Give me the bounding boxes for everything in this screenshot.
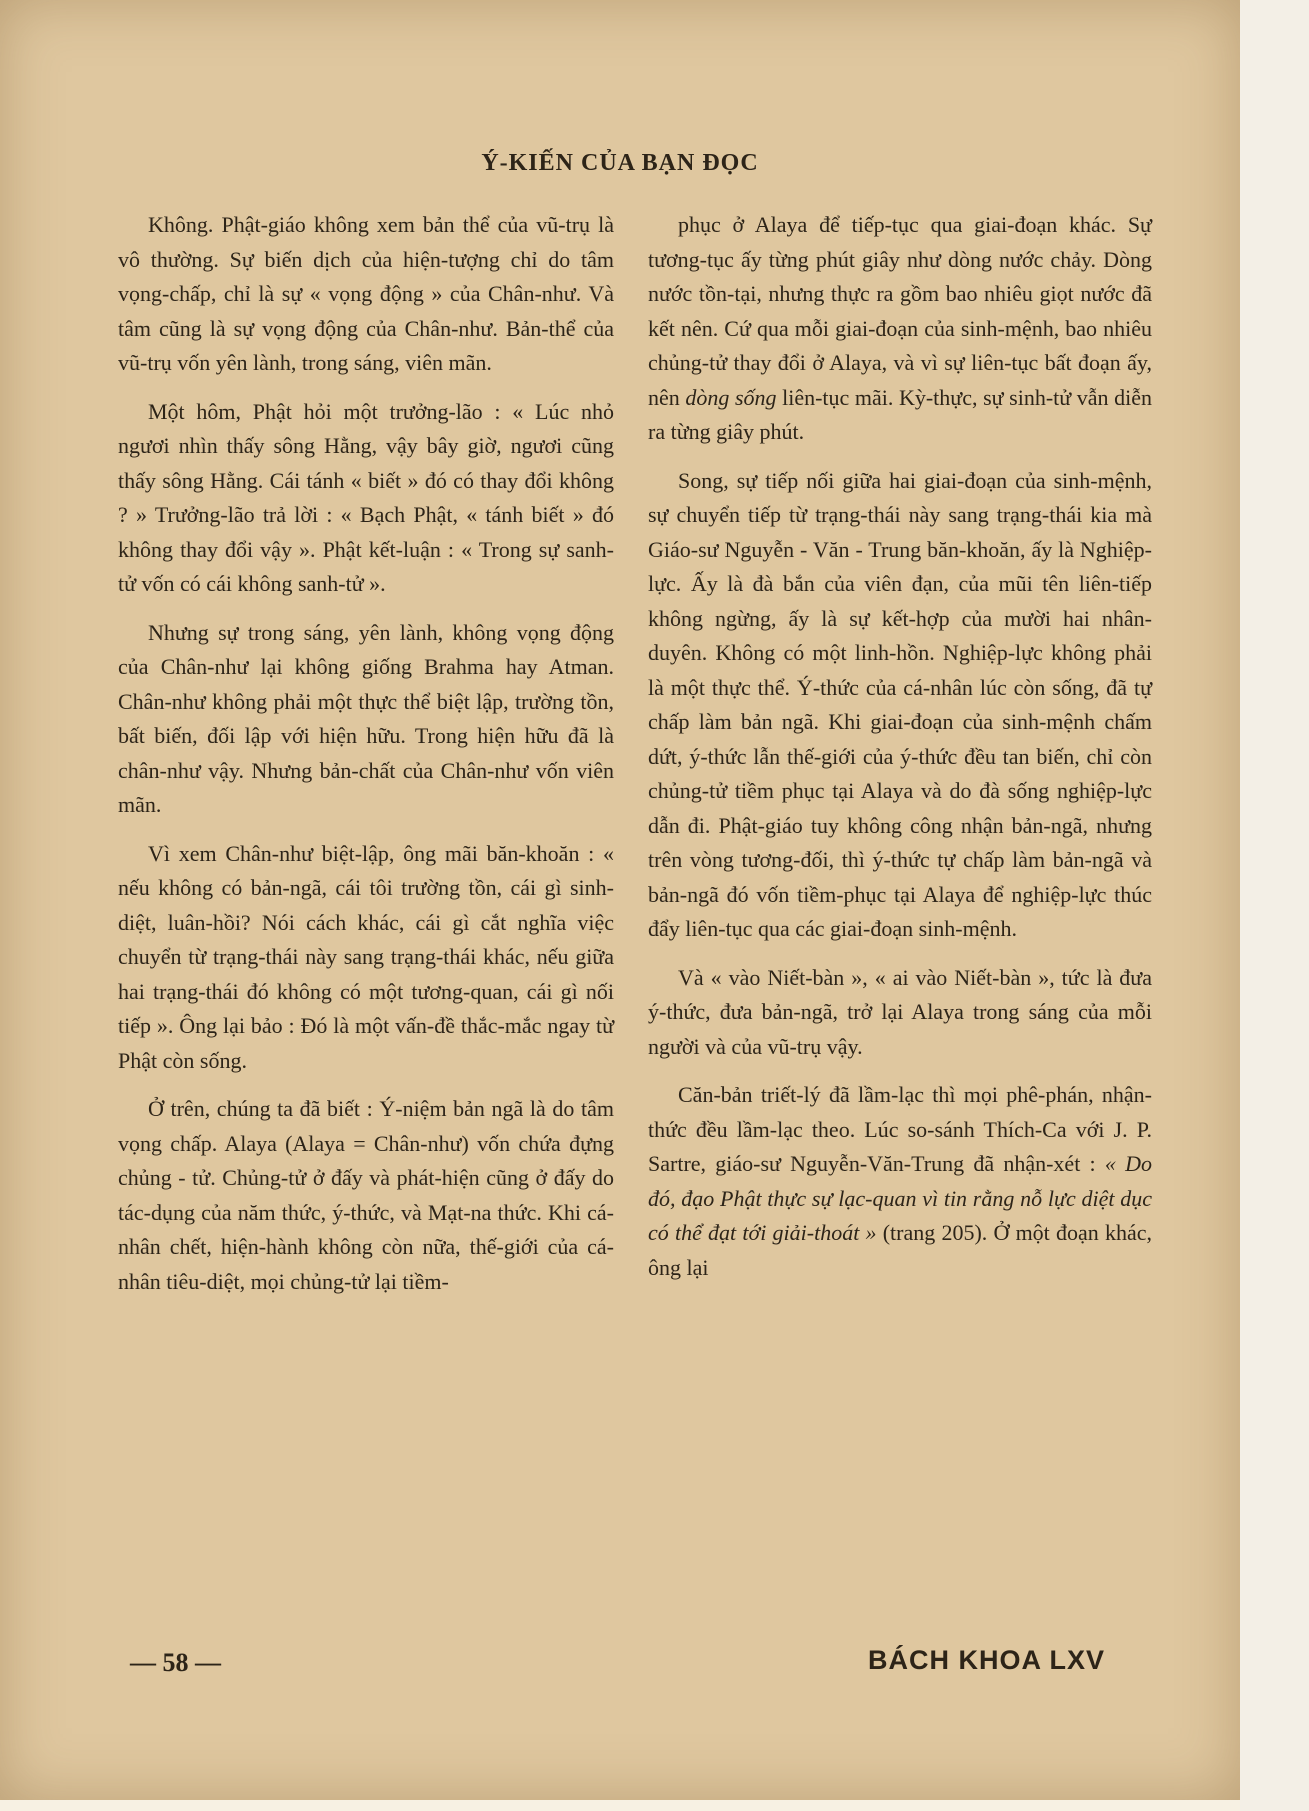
paragraph-text: Căn-bản triết-lý đã lầm-lạc thì mọi phê-phán, nhận-thức đều lầm-lạc theo. Lúc so-sánh Thích-Ca với J. P. Sartre, giáo-sư Nguyễn-Văn-Trung đã nhận-xét : <box>648 1082 1152 1176</box>
italic-quote: « Do đó, đạo Phật thực sự lạc-quan vì tin rằng nỗ lực diệt dục có thể đạt tới giải-thoát » <box>648 1151 1153 1245</box>
italic-phrase: dòng sống <box>685 384 777 410</box>
magazine-title: BÁCH KHOA LXV <box>868 1645 1106 1675</box>
paragraph <box>648 1078 1152 1285</box>
left-column <box>118 208 614 1313</box>
paragraph: Và « vào Niết-bàn », « ai vào Niết-bàn », tức là đưa ý-thức, đưa bản-ngã, trở lại Alaya trong sáng của mỗi người và của vũ-trụ vậy. <box>648 964 1152 1059</box>
paragraph-text: (trang 205). Ở một đoạn khác, ông lại <box>648 1220 1152 1280</box>
paragraph-text: liên-tục mãi. Kỳ-thực, sự sinh-tử vẫn diễn ra từng giây phút. <box>648 384 1153 444</box>
paragraph: Ở trên, chúng ta đã biết : Ý-niệm bản ngã là do tâm vọng chấp. Alaya (Alaya = Chân-như) vốn chứa đựng chủng - tử. Chủng-tử ở đấy và phát-hiện cũng ở đấy do tác-dụng của năm thức, ý-thức, và Mạt-na thức. Khi cá-nhân chết, hiện-hành không còn nữa, thế-giới của cá-nhân tiêu-diệt, mọi chủng-tử lại tiềm- <box>118 1096 614 1294</box>
paragraph: Song, sự tiếp nối giữa hai giai-đoạn của sinh-mệnh, sự chuyển tiếp từ trạng-thái này sang trạng-thái kia mà Giáo-sư Nguyễn - Văn - Trung băn-khoăn, ấy là Nghiệp-lực. Ấy là đà bắn của viên đạn, của mũi tên liên-tiếp không ngừng, ấy là sự kết-hợp của mười hai nhân-duyên. Không có một linh-hồn. Nghiệp-lực không phải là một thực thể. Ý-thức của cá-nhân lúc còn sống, đã tự chấp làm bản ngã. Khi giai-đoạn của sinh-mệnh chấm dứt, ý-thức lẫn thế-giới của ý-thức đều tan biến, chỉ còn chủng-tử tiềm phục tại Alaya và do đà sống nghiệp-lực dẫn đi. Phật-giáo tuy không công nhận bản-ngã, nhưng trên vòng tương-đối, thì ý-thức tự chấp làm bản-ngã và bản-ngã đó vốn tiềm-phục tại Alaya để nghiệp-lực thúc đẩy liên-tục qua các giai-đoạn sinh-mệnh. <box>648 467 1152 941</box>
page-number: — 58 — <box>130 1648 221 1677</box>
paragraph <box>648 208 1152 450</box>
paragraph-text: phục ở Alaya để tiếp-tục qua giai-đoạn khác. Sự tương-tục ấy từng phút giây như dòng nước chảy. Dòng nước tồn-tại, nhưng thực ra gồm bao nhiêu giọt nước đã kết nên. Cứ qua mỗi giai-đoạn của sinh-mệnh, bao nhiêu chủng-tử thay đổi ở Alaya, và vì sự liên-tục bất đoạn ấy, nên <box>648 212 1152 410</box>
paragraph: Vì xem Chân-như biệt-lập, ông mãi băn-khoăn : « nếu không có bản-ngã, cái tôi trường tồn, cái gì sinh-diệt, luân-hồi? Nói cách khác, cái gì cắt nghĩa việc chuyển từ trạng-thái này sang trạng-thái khác, nếu giữa hai trạng-thái đó không có một tương-quan, cái gì nối tiếp ». Ông lại bảo : Đó là một vấn-đề thắc-mắc ngay từ Phật còn sống. <box>118 840 614 1073</box>
paragraph: Không. Phật-giáo không xem bản thể của vũ-trụ là vô thường. Sự biến dịch của hiện-tượng chỉ do tâm vọng-chấp, chỉ là sự « vọng động » của Chân-như. Và tâm cũng là sự vọng động của Chân-như. Bản-thể của vũ-trụ vốn yên lành, trong sáng, viên mãn. <box>118 212 614 375</box>
paragraph: Một hôm, Phật hỏi một trưởng-lão : « Lúc nhỏ ngươi nhìn thấy sông Hằng, vậy bây giờ, ngươi cũng thấy sông Hằng. Cái tánh « biết » đó có thay đổi không ? » Trưởng-lão trả lời : « Bạch Phật, « tánh biết » đó không thay đổi vậy ». Phật kết-luận : « Trong sự sanh-tử vốn có cái không sanh-tử ». <box>118 398 614 596</box>
right-column <box>648 208 1152 1299</box>
page-header: Ý-KIẾN CỦA BẠN ĐỌC <box>481 150 759 176</box>
scan-margin <box>1240 0 1309 1811</box>
paragraph: Nhưng sự trong sáng, yên lành, không vọng động của Chân-như lại không giống Brahma hay Atman. Chân-như không phải một thực thể biệt lập, trường tồn, bất biến, đối lập với hiện hữu. Trong hiện hữu đã là chân-như vậy. Nhưng bản-chất của Chân-như vốn viên mãn. <box>118 619 614 817</box>
